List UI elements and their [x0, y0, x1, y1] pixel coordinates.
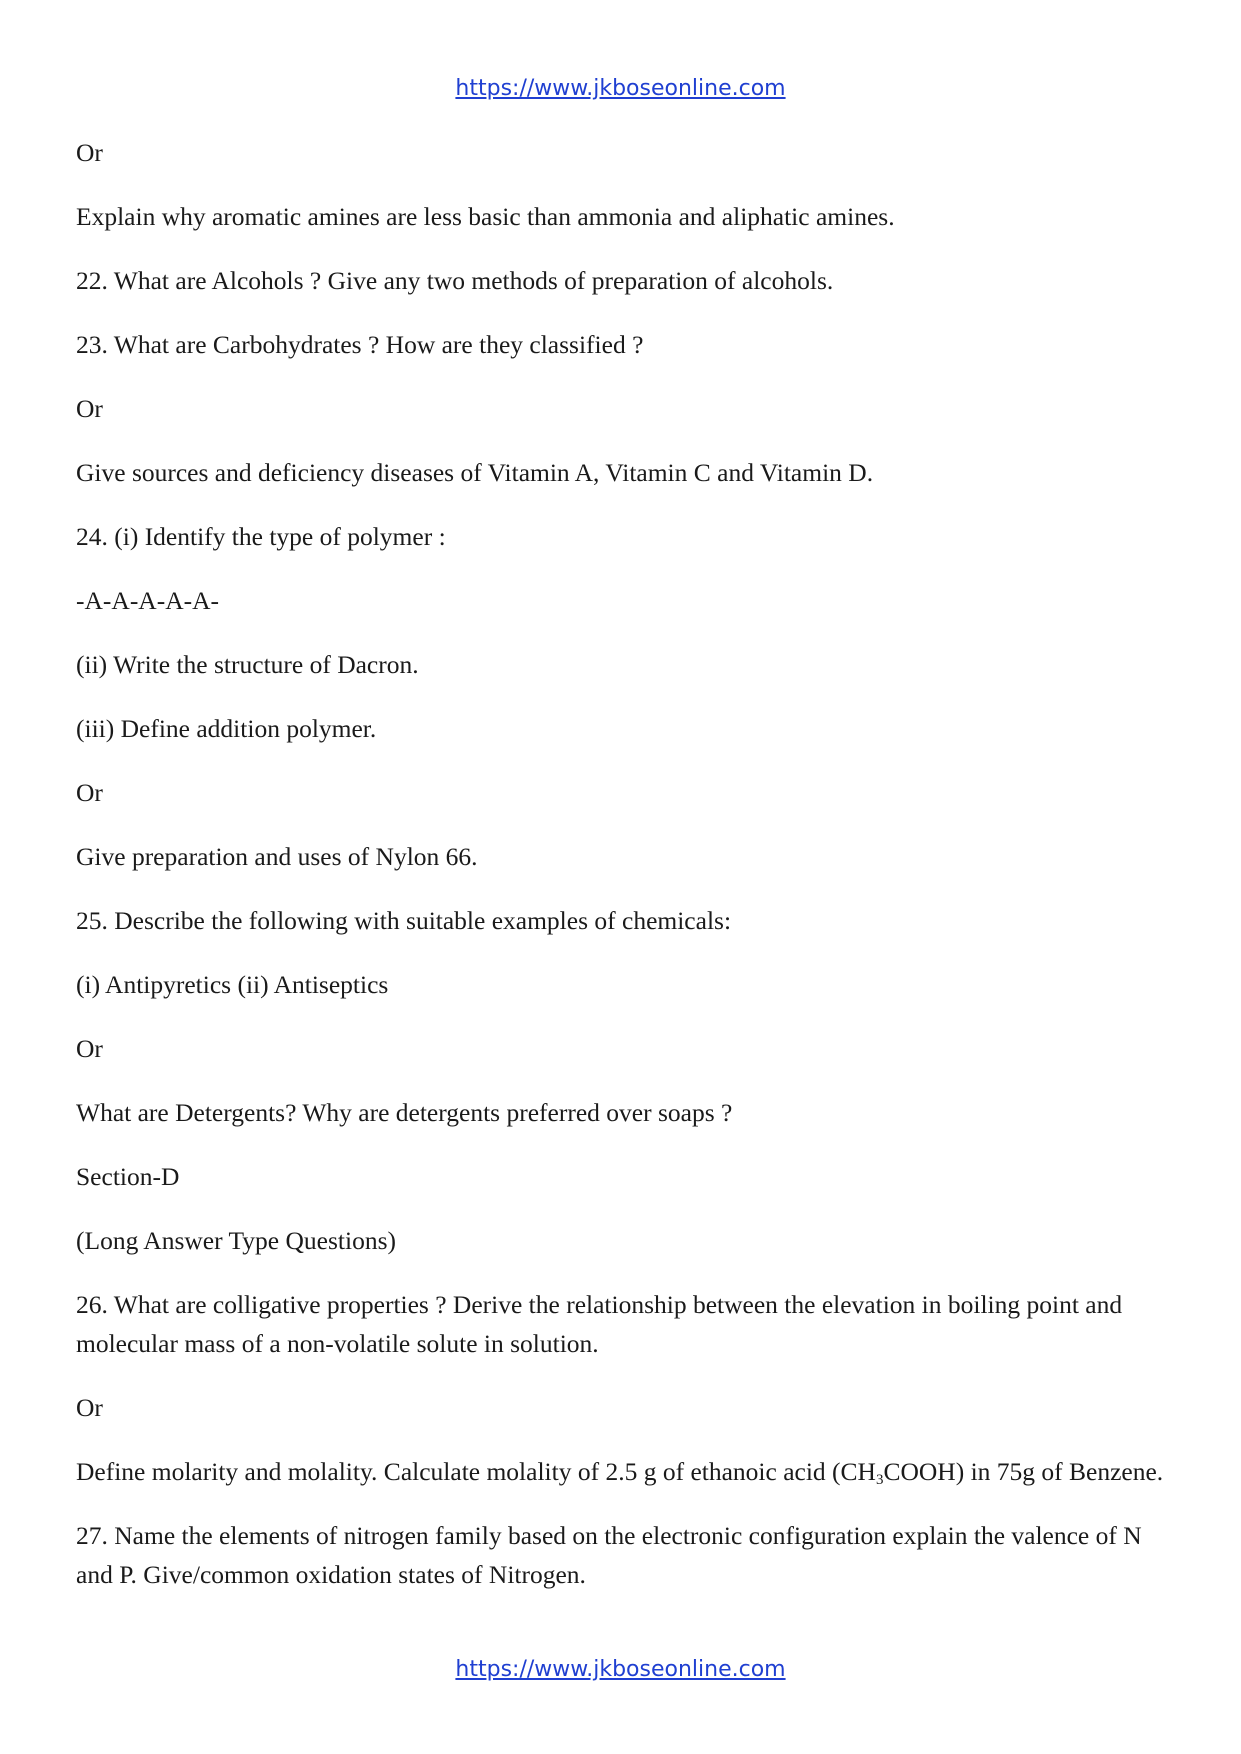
- question-23: 23. What are Carbohydrates ? How are they classified ?: [76, 330, 644, 359]
- question-23-alternative: Give sources and deficiency diseases of Vitamin A, Vitamin C and Vitamin D.: [76, 458, 874, 487]
- text-or-1: Or: [76, 138, 103, 167]
- header-link[interactable]: https://www.jkboseonline.com: [455, 76, 786, 101]
- polymer-formula: -A-A-A-A-A-: [76, 586, 220, 615]
- question-26-alt-text-b: COOH) in 75g of Benzene.: [883, 1457, 1164, 1486]
- text-or-5: Or: [76, 1393, 103, 1422]
- question-25-parts: (i) Antipyretics (ii) Antiseptics: [76, 970, 389, 999]
- question-25-alternative: What are Detergents? Why are detergents preferred over soaps ?: [76, 1098, 733, 1127]
- section-heading: Section-D: [76, 1162, 180, 1191]
- question-25: 25. Describe the following with suitable examples of chemicals:: [76, 906, 732, 935]
- question-26: 26. What are colligative properties ? Derive the relationship between the elevation in boiling point and molecular mass of a non-volatile solute in solution.: [76, 1290, 1123, 1358]
- question-21-alternative: Explain why aromatic amines are less basic than ammonia and aliphatic amines.: [76, 202, 895, 231]
- text-or-4: Or: [76, 1034, 103, 1063]
- question-24-part-ii: (ii) Write the structure of Dacron.: [76, 650, 419, 679]
- question-27: 27. Name the elements of nitrogen family based on the electronic configuration explain the valence of N and P. Give/common oxidation states of Nitrogen.: [76, 1521, 1142, 1589]
- page-content: [76, 133, 1176, 1619]
- section-subheading: (Long Answer Type Questions): [76, 1226, 396, 1255]
- question-26-alt-text-a: Define molarity and molality. Calculate molality of 2.5 g of ethanoic acid (CH: [76, 1457, 876, 1486]
- question-26-alternative: [76, 1452, 1176, 1491]
- question-24-part-iii: (iii) Define addition polymer.: [76, 714, 377, 743]
- text-or-2: Or: [76, 394, 103, 423]
- question-24-alternative: Give preparation and uses of Nylon 66.: [76, 842, 478, 871]
- subscript-3: 3: [875, 1472, 884, 1488]
- text-or-3: Or: [76, 778, 103, 807]
- question-22: 22. What are Alcohols ? Give any two methods of preparation of alcohols.: [76, 266, 834, 295]
- footer-link[interactable]: https://www.jkboseonline.com: [455, 1657, 786, 1682]
- question-24-part-i: 24. (i) Identify the type of polymer :: [76, 522, 446, 551]
